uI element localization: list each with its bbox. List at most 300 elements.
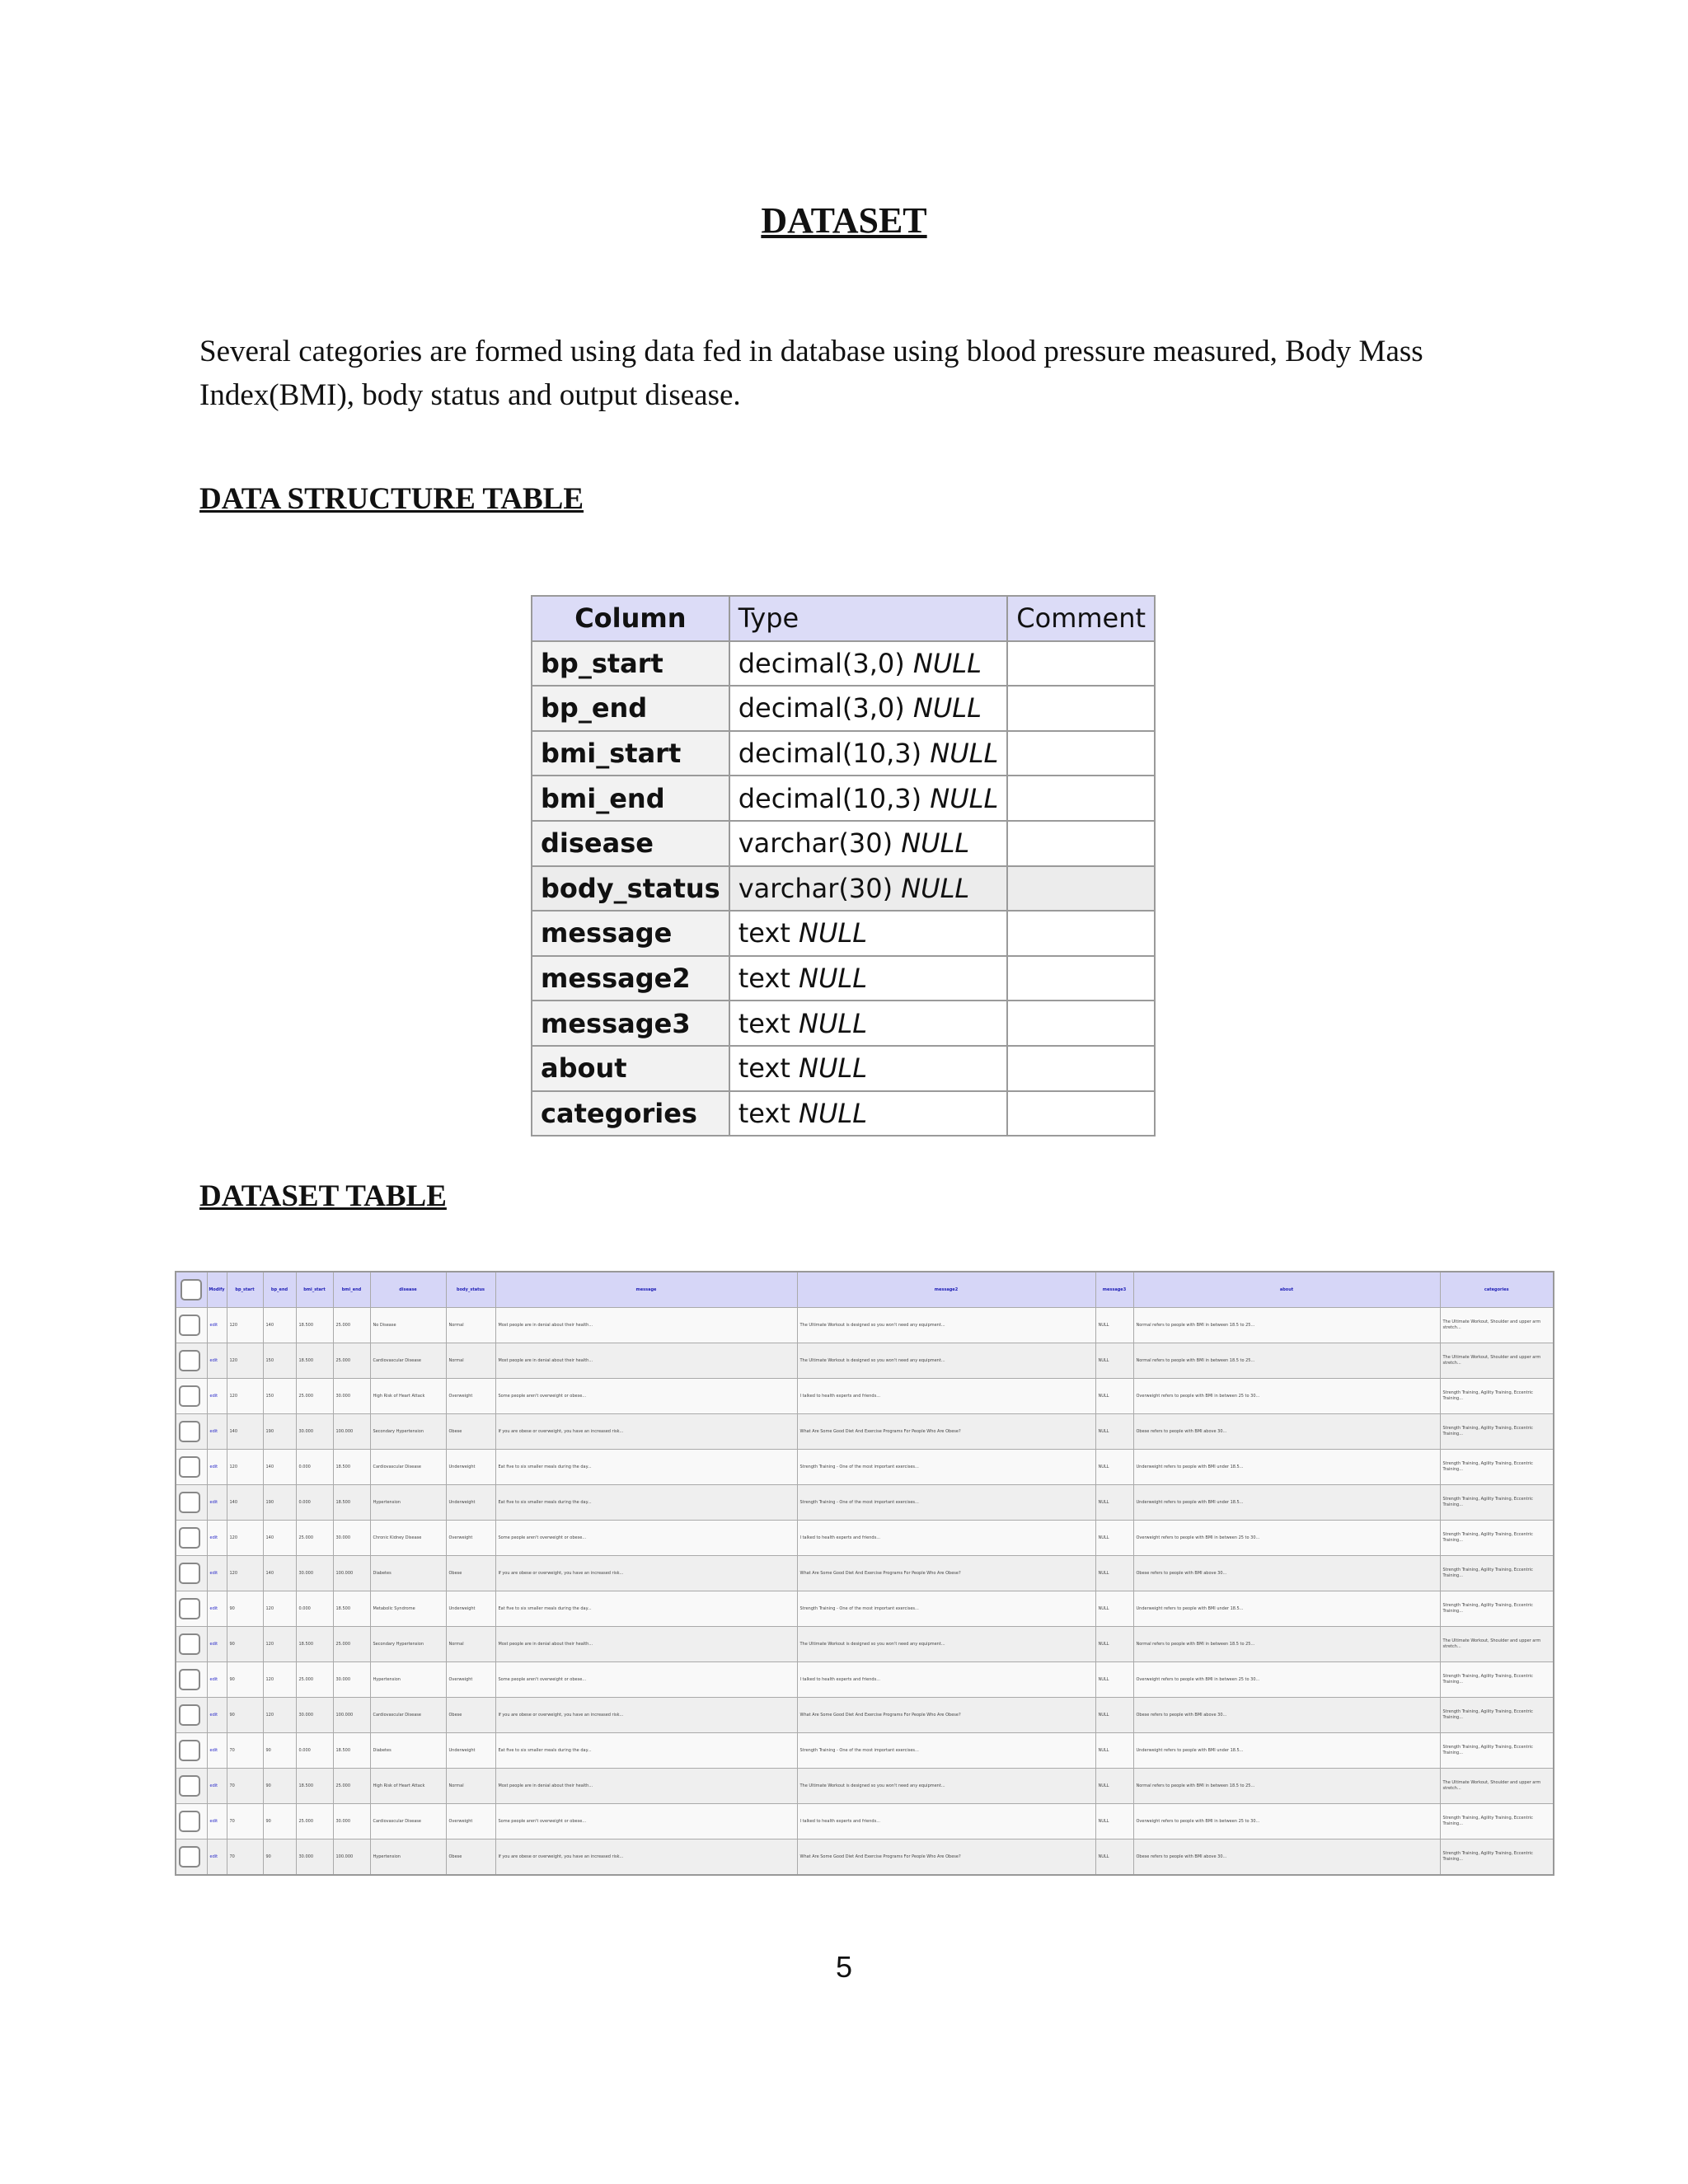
null-flag: NULL [912, 647, 982, 679]
page-number: 5 [835, 1950, 853, 1984]
dataset-cell: Diabetes [370, 1556, 446, 1591]
dataset-cell: NULL [1095, 1627, 1133, 1662]
dataset-cell: Obese refers to people with BMI above 30... [1133, 1840, 1440, 1876]
dataset-cell: Hypertension [370, 1485, 446, 1521]
dataset-header-cell[interactable]: message [495, 1272, 797, 1308]
dataset-row [176, 1343, 1554, 1379]
dataset-cell: Underweight [446, 1591, 495, 1627]
dataset-cell: Most people are in denial about their health... [495, 1308, 797, 1343]
null-flag: NULL [799, 1052, 868, 1085]
dataset-cell: NULL [1095, 1521, 1133, 1556]
dataset-cell: 30.000 [296, 1556, 333, 1591]
dataset-cell: The Ultimate Workout is designed so you won't need any equipment... [797, 1627, 1095, 1662]
dataset-cell: 18.500 [333, 1485, 370, 1521]
dataset-cell: 120 [263, 1627, 296, 1662]
dataset-table [175, 1271, 1554, 1876]
dataset-cell: NULL [1095, 1308, 1133, 1343]
dataset-cell: 90 [227, 1591, 263, 1627]
heading-structure-table: DATA STRUCTURE TABLE [199, 482, 584, 516]
intro-paragraph: Several categories are formed using data fed in database using blood pressure measured, Body Mass Index(BMI), body status and output disease. [199, 335, 1423, 412]
dataset-cell: NULL [1095, 1485, 1133, 1521]
dataset-cell: Strength Training, Agility Training, Eccentric Training... [1440, 1450, 1554, 1485]
dataset-cell: If you are obese or overweight, you have an increased risk... [495, 1698, 797, 1733]
dataset-cell: 30.000 [333, 1804, 370, 1840]
dataset-cell: 120 [227, 1556, 263, 1591]
dataset-header-cell[interactable]: body_status [446, 1272, 495, 1308]
dataset-cell: Cardiovascular Disease [370, 1804, 446, 1840]
dataset-cell: The Ultimate Workout is designed so you won't need any equipment... [797, 1343, 1095, 1379]
row-select-cell [176, 1308, 207, 1343]
structure-row [532, 641, 1155, 687]
structure-column-comment [1007, 911, 1155, 956]
dataset-cell: Underweight [446, 1485, 495, 1521]
dataset-cell: Underweight refers to people with BMI under 18.5... [1133, 1485, 1440, 1521]
row-checkbox[interactable] [179, 1598, 200, 1619]
row-checkbox[interactable] [179, 1633, 200, 1655]
dataset-cell: 140 [263, 1521, 296, 1556]
structure-column-type [729, 686, 1008, 731]
structure-column-type [729, 1091, 1008, 1137]
type-text: text [738, 963, 790, 995]
dataset-cell: NULL [1095, 1450, 1133, 1485]
type-text: text [738, 1007, 790, 1039]
dataset-cell: 120 [227, 1521, 263, 1556]
row-select-cell [176, 1591, 207, 1627]
dataset-cell: I talked to health experts and friends... [797, 1521, 1095, 1556]
structure-row [532, 866, 1155, 912]
type-text: text [738, 1052, 790, 1085]
dataset-cell: NULL [1095, 1379, 1133, 1414]
row-checkbox[interactable] [179, 1350, 200, 1371]
dataset-cell: 150 [263, 1343, 296, 1379]
row-select-cell [176, 1556, 207, 1591]
edit-link[interactable]: edit [207, 1804, 227, 1840]
structure-column-type [729, 821, 1008, 866]
structure-column-type [729, 641, 1008, 687]
dataset-cell: Underweight [446, 1450, 495, 1485]
structure-row [532, 1001, 1155, 1046]
dataset-row [176, 1379, 1554, 1414]
dataset-cell: Obese refers to people with BMI above 30... [1133, 1556, 1440, 1591]
dataset-cell: The Ultimate Workout, Shoulder and upper arm stretch... [1440, 1343, 1554, 1379]
dataset-cell: 70 [227, 1840, 263, 1876]
structure-column-comment [1007, 731, 1155, 776]
dataset-cell: Underweight refers to people with BMI under 18.5... [1133, 1591, 1440, 1627]
dataset-cell: 150 [263, 1379, 296, 1414]
dataset-cell: 140 [263, 1450, 296, 1485]
dataset-row [176, 1450, 1554, 1485]
edit-link[interactable]: edit [207, 1414, 227, 1450]
dataset-cell: Cardiovascular Disease [370, 1698, 446, 1733]
row-checkbox[interactable] [179, 1563, 200, 1584]
dataset-cell: Eat five to six smaller meals during the day... [495, 1591, 797, 1627]
row-select-cell [176, 1733, 207, 1769]
null-flag: NULL [930, 738, 999, 770]
dataset-cell: 100.000 [333, 1414, 370, 1450]
dataset-cell: Underweight refers to people with BMI under 18.5... [1133, 1450, 1440, 1485]
dataset-cell: Hypertension [370, 1662, 446, 1698]
dataset-cell: What Are Some Good Diet And Exercise Programs For People Who Are Obese? [797, 1556, 1095, 1591]
dataset-row [176, 1556, 1554, 1591]
dataset-cell: 70 [227, 1733, 263, 1769]
dataset-cell: Chronic Kidney Disease [370, 1521, 446, 1556]
structure-row [532, 956, 1155, 1001]
edit-link[interactable]: edit [207, 1591, 227, 1627]
structure-column-comment [1007, 1046, 1155, 1091]
dataset-cell: Normal refers to people with BMI in between 18.5 to 25... [1133, 1627, 1440, 1662]
dataset-cell: 0.000 [296, 1733, 333, 1769]
dataset-cell: 30.000 [333, 1379, 370, 1414]
row-checkbox[interactable] [179, 1775, 200, 1797]
dataset-cell: I talked to health experts and friends... [797, 1379, 1095, 1414]
dataset-cell: 100.000 [333, 1840, 370, 1876]
dataset-cell: 90 [263, 1733, 296, 1769]
null-flag: NULL [912, 692, 982, 724]
row-select-cell [176, 1662, 207, 1698]
dataset-cell: Strength Training, Agility Training, Eccentric Training... [1440, 1591, 1554, 1627]
row-checkbox[interactable] [179, 1315, 200, 1336]
null-flag: NULL [799, 963, 868, 995]
dataset-cell: 90 [227, 1627, 263, 1662]
dataset-cell: Eat five to six smaller meals during the day... [495, 1450, 797, 1485]
dataset-cell: Strength Training, Agility Training, Eccentric Training... [1440, 1556, 1554, 1591]
dataset-cell: Strength Training, Agility Training, Eccentric Training... [1440, 1414, 1554, 1450]
row-checkbox[interactable] [179, 1421, 200, 1442]
dataset-cell: 90 [263, 1804, 296, 1840]
structure-column-comment [1007, 956, 1155, 1001]
dataset-cell: NULL [1095, 1733, 1133, 1769]
dataset-row [176, 1591, 1554, 1627]
edit-link[interactable]: edit [207, 1485, 227, 1521]
structure-column-type [729, 731, 1008, 776]
row-select-cell [176, 1379, 207, 1414]
dataset-cell: Strength Training, Agility Training, Eccentric Training... [1440, 1840, 1554, 1876]
row-checkbox[interactable] [179, 1811, 200, 1832]
edit-link[interactable]: edit [207, 1627, 227, 1662]
header-comment: Comment [1007, 596, 1155, 641]
dataset-cell: Underweight refers to people with BMI under 18.5... [1133, 1733, 1440, 1769]
type-text: decimal(10,3) [738, 782, 922, 814]
dataset-cell: NULL [1095, 1698, 1133, 1733]
dataset-cell: Strength Training, Agility Training, Eccentric Training... [1440, 1804, 1554, 1840]
dataset-cell: Strength Training, Agility Training, Eccentric Training... [1440, 1485, 1554, 1521]
structure-column-comment [1007, 1091, 1155, 1137]
dataset-cell: Most people are in denial about their health... [495, 1769, 797, 1804]
dataset-row [176, 1698, 1554, 1733]
dataset-cell: 140 [227, 1485, 263, 1521]
structure-row [532, 776, 1155, 821]
dataset-cell: 25.000 [333, 1343, 370, 1379]
dataset-cell: 30.000 [296, 1414, 333, 1450]
dataset-header-cell[interactable]: bmi_start [296, 1272, 333, 1308]
null-flag: NULL [799, 1007, 868, 1039]
structure-row [532, 911, 1155, 956]
header-column: Column [532, 596, 729, 641]
dataset-cell: 140 [263, 1308, 296, 1343]
type-text: decimal(3,0) [738, 692, 905, 724]
row-select-cell [176, 1698, 207, 1733]
dataset-row [176, 1733, 1554, 1769]
row-checkbox[interactable] [179, 1492, 200, 1513]
dataset-cell: NULL [1095, 1662, 1133, 1698]
dataset-cell: 25.000 [333, 1627, 370, 1662]
row-checkbox[interactable] [179, 1456, 200, 1478]
dataset-row [176, 1840, 1554, 1876]
dataset-cell: High Risk of Heart Attack [370, 1379, 446, 1414]
dataset-cell: NULL [1095, 1343, 1133, 1379]
row-checkbox[interactable] [179, 1740, 200, 1761]
dataset-cell: Secondary Hypertension [370, 1627, 446, 1662]
dataset-cell: 100.000 [333, 1556, 370, 1591]
row-select-cell [176, 1485, 207, 1521]
dataset-row [176, 1662, 1554, 1698]
dataset-cell: Some people aren't overweight or obese... [495, 1521, 797, 1556]
dataset-cell: 18.500 [296, 1308, 333, 1343]
dataset-cell: 18.500 [333, 1450, 370, 1485]
dataset-header-cell[interactable]: about [1133, 1272, 1440, 1308]
dataset-cell: 90 [227, 1662, 263, 1698]
type-text: text [738, 917, 790, 949]
structure-column-type [729, 956, 1008, 1001]
dataset-cell: Secondary Hypertension [370, 1414, 446, 1450]
dataset-cell: 120 [263, 1698, 296, 1733]
dataset-row [176, 1627, 1554, 1662]
structure-column-name: message3 [532, 1001, 729, 1046]
structure-column-name: body_status [532, 866, 729, 912]
type-text: varchar(30) [738, 872, 893, 904]
structure-column-comment [1007, 641, 1155, 687]
dataset-cell: The Ultimate Workout, Shoulder and upper arm stretch... [1440, 1627, 1554, 1662]
dataset-cell: The Ultimate Workout is designed so you won't need any equipment... [797, 1308, 1095, 1343]
dataset-cell: 25.000 [296, 1804, 333, 1840]
dataset-cell: NULL [1095, 1556, 1133, 1591]
row-select-cell [176, 1840, 207, 1876]
select-all-checkbox[interactable] [181, 1279, 202, 1301]
dataset-cell: Obese refers to people with BMI above 30... [1133, 1698, 1440, 1733]
dataset-cell: Overweight [446, 1662, 495, 1698]
dataset-cell: Obese refers to people with BMI above 30... [1133, 1414, 1440, 1450]
dataset-header-cell[interactable]: bp_end [263, 1272, 296, 1308]
dataset-cell: 18.500 [333, 1733, 370, 1769]
dataset-cell: 30.000 [296, 1698, 333, 1733]
structure-column-comment [1007, 1001, 1155, 1046]
edit-link[interactable]: edit [207, 1662, 227, 1698]
dataset-cell: Strength Training, Agility Training, Eccentric Training... [1440, 1733, 1554, 1769]
header-type: Type [729, 596, 1008, 641]
dataset-cell: Metabolic Syndrome [370, 1591, 446, 1627]
dataset-cell: NULL [1095, 1804, 1133, 1840]
dataset-cell: 90 [263, 1840, 296, 1876]
dataset-cell: Some people aren't overweight or obese... [495, 1804, 797, 1840]
edit-link[interactable]: edit [207, 1521, 227, 1556]
structure-column-name: bmi_end [532, 776, 729, 821]
dataset-cell: What Are Some Good Diet And Exercise Programs For People Who Are Obese? [797, 1414, 1095, 1450]
dataset-cell: 90 [227, 1698, 263, 1733]
dataset-cell: NULL [1095, 1414, 1133, 1450]
structure-column-comment [1007, 686, 1155, 731]
dataset-cell: Most people are in denial about their health... [495, 1627, 797, 1662]
dataset-cell: Normal refers to people with BMI in between 18.5 to 25... [1133, 1343, 1440, 1379]
dataset-cell: Overweight [446, 1379, 495, 1414]
structure-row [532, 731, 1155, 776]
dataset-cell: No Disease [370, 1308, 446, 1343]
dataset-header-cell[interactable]: message2 [797, 1272, 1095, 1308]
dataset-cell: The Ultimate Workout, Shoulder and upper arm stretch... [1440, 1308, 1554, 1343]
dataset-cell: NULL [1095, 1840, 1133, 1876]
dataset-cell: Obese [446, 1414, 495, 1450]
dataset-cell: 190 [263, 1485, 296, 1521]
dataset-cell: The Ultimate Workout, Shoulder and upper arm stretch... [1440, 1769, 1554, 1804]
dataset-header-cell[interactable]: message3 [1095, 1272, 1133, 1308]
dataset-cell: 120 [227, 1343, 263, 1379]
select-all-header[interactable] [176, 1272, 207, 1308]
dataset-cell: 120 [227, 1379, 263, 1414]
structure-column-name: bmi_start [532, 731, 729, 776]
dataset-cell: If you are obese or overweight, you have an increased risk... [495, 1414, 797, 1450]
dataset-cell: Hypertension [370, 1840, 446, 1876]
dataset-cell: Normal [446, 1343, 495, 1379]
dataset-cell: Diabetes [370, 1733, 446, 1769]
dataset-cell: 0.000 [296, 1485, 333, 1521]
dataset-cell: 190 [263, 1414, 296, 1450]
dataset-cell: Obese [446, 1840, 495, 1876]
dataset-cell: 70 [227, 1769, 263, 1804]
dataset-cell: Normal [446, 1769, 495, 1804]
dataset-cell: Strength Training - One of the most important exercises... [797, 1450, 1095, 1485]
dataset-cell: Strength Training, Agility Training, Eccentric Training... [1440, 1379, 1554, 1414]
dataset-cell: Strength Training - One of the most important exercises... [797, 1485, 1095, 1521]
dataset-cell: Normal refers to people with BMI in between 18.5 to 25... [1133, 1769, 1440, 1804]
edit-link[interactable]: edit [207, 1698, 227, 1733]
structure-column-name: bp_start [532, 641, 729, 687]
dataset-cell: NULL [1095, 1591, 1133, 1627]
edit-link[interactable]: edit [207, 1769, 227, 1804]
dataset-cell: 25.000 [296, 1379, 333, 1414]
dataset-cell: 0.000 [296, 1591, 333, 1627]
edit-link[interactable]: edit [207, 1450, 227, 1485]
row-checkbox[interactable] [179, 1704, 200, 1726]
dataset-cell: Strength Training, Agility Training, Eccentric Training... [1440, 1521, 1554, 1556]
dataset-cell: 120 [263, 1591, 296, 1627]
edit-link[interactable]: edit [207, 1343, 227, 1379]
dataset-cell: 140 [227, 1414, 263, 1450]
structure-column-name: bp_end [532, 686, 729, 731]
dataset-cell: Most people are in denial about their health... [495, 1343, 797, 1379]
row-select-cell [176, 1769, 207, 1804]
dataset-cell: 140 [263, 1556, 296, 1591]
null-flag: NULL [901, 827, 970, 860]
dataset-cell: Overweight [446, 1804, 495, 1840]
structure-column-name: about [532, 1046, 729, 1091]
dataset-cell: I talked to health experts and friends... [797, 1662, 1095, 1698]
dataset-cell: 18.500 [296, 1769, 333, 1804]
dataset-cell: 30.000 [296, 1840, 333, 1876]
dataset-cell: Normal [446, 1627, 495, 1662]
edit-link[interactable]: edit [207, 1556, 227, 1591]
dataset-cell: The Ultimate Workout is designed so you won't need any equipment... [797, 1769, 1095, 1804]
dataset-cell: Eat five to six smaller meals during the day... [495, 1733, 797, 1769]
dataset-header-cell[interactable]: bp_start [227, 1272, 263, 1308]
edit-link[interactable]: edit [207, 1733, 227, 1769]
dataset-cell: Normal refers to people with BMI in between 18.5 to 25... [1133, 1308, 1440, 1343]
structure-row [532, 1091, 1155, 1137]
structure-row [532, 821, 1155, 866]
dataset-cell: Overweight refers to people with BMI in between 25 to 30... [1133, 1804, 1440, 1840]
row-select-cell [176, 1414, 207, 1450]
null-flag: NULL [901, 872, 970, 904]
edit-link[interactable]: edit [207, 1379, 227, 1414]
dataset-cell: 90 [263, 1769, 296, 1804]
structure-row [532, 1046, 1155, 1091]
dataset-cell: 120 [227, 1450, 263, 1485]
dataset-cell: Some people aren't overweight or obese... [495, 1379, 797, 1414]
dataset-row [176, 1804, 1554, 1840]
dataset-header-cell[interactable]: categories [1440, 1272, 1554, 1308]
structure-column-type [729, 1046, 1008, 1091]
dataset-header-cell[interactable]: Modify [207, 1272, 227, 1308]
page-title: DATASET [761, 200, 927, 241]
dataset-row [176, 1485, 1554, 1521]
dataset-cell: 30.000 [333, 1521, 370, 1556]
dataset-cell: Overweight refers to people with BMI in between 25 to 30... [1133, 1662, 1440, 1698]
dataset-cell: Some people aren't overweight or obese... [495, 1662, 797, 1698]
dataset-cell: 25.000 [296, 1521, 333, 1556]
row-checkbox[interactable] [179, 1669, 200, 1690]
dataset-header-cell[interactable]: bmi_end [333, 1272, 370, 1308]
structure-column-type [729, 866, 1008, 912]
dataset-cell: 120 [263, 1662, 296, 1698]
type-text: decimal(3,0) [738, 647, 905, 679]
structure-row [532, 686, 1155, 731]
row-checkbox[interactable] [179, 1385, 200, 1407]
row-checkbox[interactable] [179, 1846, 200, 1868]
structure-column-comment [1007, 776, 1155, 821]
dataset-cell: I talked to health experts and friends... [797, 1804, 1095, 1840]
dataset-header-cell[interactable]: disease [370, 1272, 446, 1308]
structure-column-name: message2 [532, 956, 729, 1001]
dataset-cell: 100.000 [333, 1698, 370, 1733]
dataset-row [176, 1521, 1554, 1556]
null-flag: NULL [799, 917, 868, 949]
row-select-cell [176, 1450, 207, 1485]
null-flag: NULL [799, 1097, 868, 1129]
heading-dataset-table: DATASET TABLE [199, 1179, 447, 1213]
dataset-cell: Eat five to six smaller meals during the day... [495, 1485, 797, 1521]
dataset-cell: Overweight [446, 1521, 495, 1556]
dataset-cell: 30.000 [333, 1662, 370, 1698]
structure-column-comment [1007, 821, 1155, 866]
dataset-cell: Strength Training, Agility Training, Eccentric Training... [1440, 1698, 1554, 1733]
dataset-cell: Overweight refers to people with BMI in between 25 to 30... [1133, 1521, 1440, 1556]
type-text: decimal(10,3) [738, 738, 922, 770]
row-checkbox[interactable] [179, 1527, 200, 1549]
dataset-cell: 25.000 [333, 1308, 370, 1343]
dataset-cell: Strength Training, Agility Training, Eccentric Training... [1440, 1662, 1554, 1698]
structure-header-row [532, 596, 1155, 641]
structure-table [531, 595, 1156, 1137]
dataset-cell: Cardiovascular Disease [370, 1343, 446, 1379]
edit-link[interactable]: edit [207, 1308, 227, 1343]
dataset-cell: If you are obese or overweight, you have an increased risk... [495, 1556, 797, 1591]
edit-link[interactable]: edit [207, 1840, 227, 1876]
structure-column-name: message [532, 911, 729, 956]
structure-column-name: disease [532, 821, 729, 866]
dataset-cell: 18.500 [333, 1591, 370, 1627]
dataset-cell: NULL [1095, 1769, 1133, 1804]
dataset-row [176, 1769, 1554, 1804]
dataset-cell: If you are obese or overweight, you have an increased risk... [495, 1840, 797, 1876]
structure-column-type [729, 776, 1008, 821]
